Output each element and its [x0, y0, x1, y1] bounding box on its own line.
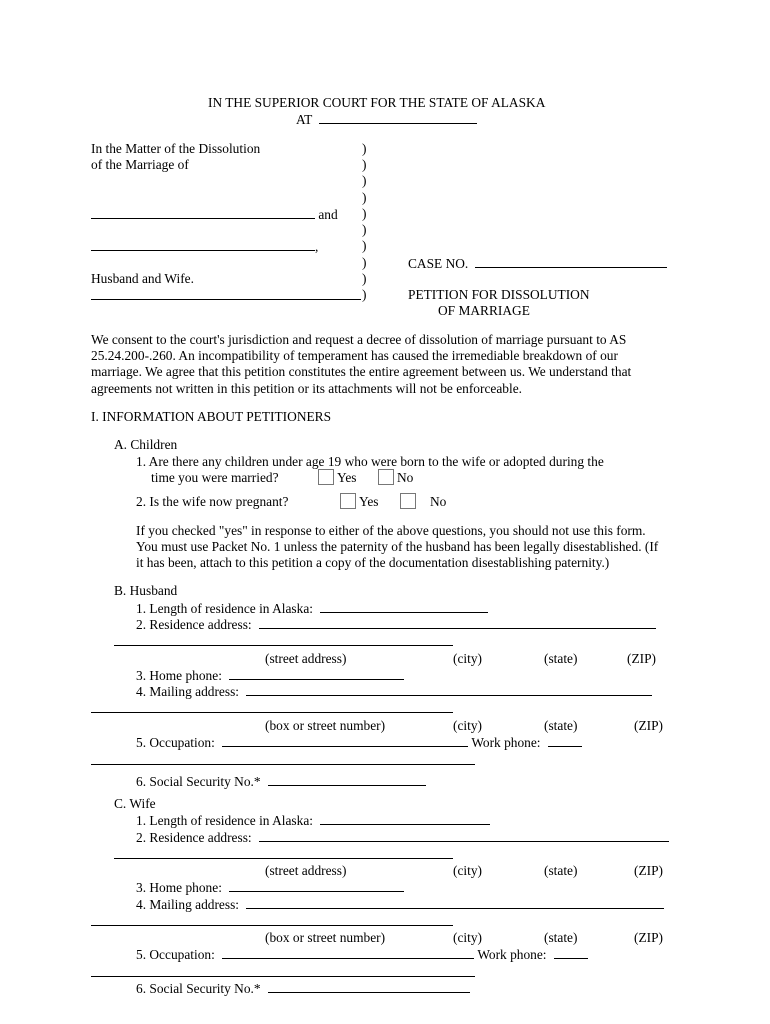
husband-home-phone-field[interactable] [229, 667, 404, 680]
paren: ) [362, 141, 367, 156]
husband-residence-length-row [136, 600, 488, 617]
husband-residence-address-row [136, 616, 656, 633]
wife-work-phone-line-2[interactable] [91, 976, 475, 977]
city-caption: (city) [453, 651, 482, 666]
wife-work-phone-label: Work phone: [477, 947, 547, 962]
zip-caption: (ZIP) [634, 718, 664, 733]
paren: ) [362, 222, 367, 237]
caption-bottom-blank[interactable] [91, 287, 361, 300]
husband-residence-address-field[interactable] [259, 616, 656, 629]
matter-line-1: In the Matter of the Dissolution [91, 141, 261, 156]
intro-line: 25.24.200-.260. An incompatibility of temperament has caused the irremediable breakdown of our [91, 348, 618, 363]
children-heading: A. Children [114, 437, 178, 452]
paren: ) [362, 255, 367, 270]
husband-occupation-label: 5. Occupation: [136, 735, 215, 750]
zip-caption: (ZIP) [634, 930, 664, 945]
husband-occupation-field[interactable] [222, 734, 468, 747]
q1-yes-checkbox[interactable] [318, 469, 334, 485]
children-note-line: If you checked "yes" in response to either of the above questions, you should not use this form. [136, 523, 646, 538]
wife-ssn-row [136, 980, 470, 997]
intro-line: marriage. We agree that this petition constitutes the entire agreement between us. We understand that [91, 364, 632, 379]
wife-heading: C. Wife [114, 796, 156, 811]
court-location [296, 111, 477, 128]
q2-yes-label: Yes [359, 494, 379, 509]
court-title: IN THE SUPERIOR COURT FOR THE STATE OF ALASKA [208, 95, 546, 110]
children-question-1: 1. Are there any children under age 19 who were born to the wife or adopted during the [136, 454, 604, 469]
paren: ) [362, 190, 367, 205]
husband-ssn-field[interactable] [268, 773, 426, 786]
zip-caption: (ZIP) [627, 651, 657, 666]
wife-residence-length-field[interactable] [320, 812, 490, 825]
q1-no-label: No [397, 470, 414, 485]
wife-mailing-address-field[interactable] [246, 896, 664, 909]
paren: ) [362, 271, 367, 286]
and-label: and [318, 207, 338, 222]
state-caption: (state) [544, 718, 578, 733]
husband-mailing-address-line-2[interactable] [91, 712, 453, 713]
q1-no-checkbox[interactable] [378, 469, 394, 485]
paren: ) [362, 287, 367, 302]
husband-heading: B. Husband [114, 583, 178, 598]
husband-ssn-label: 6. Social Security No.* [136, 774, 261, 789]
q2-yes-checkbox[interactable] [340, 493, 356, 509]
husband-residence-address-label: 2. Residence address: [136, 617, 252, 632]
state-caption: (state) [544, 863, 578, 878]
city-caption: (city) [453, 863, 482, 878]
husband-work-phone-field[interactable] [548, 734, 582, 747]
wife-name-blank[interactable] [91, 238, 315, 251]
husband-occupation-row [136, 734, 582, 751]
city-caption: (city) [453, 930, 482, 945]
husband-name-blank[interactable] [91, 206, 315, 219]
paren: ) [362, 173, 367, 188]
at-label: AT [296, 112, 313, 127]
intro-line: agreements not written in this petition or its attachments will not be enforceable. [91, 381, 522, 396]
husband-mailing-address-row [136, 683, 652, 700]
wife-residence-address-row [136, 829, 669, 846]
wife-mailing-address-line-2[interactable] [91, 925, 453, 926]
children-note-line: You must use Packet No. 1 unless the paternity of the husband has been legally disestablished. (If [136, 539, 659, 554]
husband-mailing-address-label: 4. Mailing address: [136, 684, 240, 699]
street-address-caption: (street address) [265, 863, 347, 878]
wife-work-phone-field[interactable] [554, 946, 588, 959]
case-number-label: CASE NO. [408, 256, 469, 271]
wife-residence-address-line-2[interactable] [114, 858, 453, 859]
box-or-street-caption: (box or street number) [265, 718, 386, 733]
case-number-blank[interactable] [475, 255, 667, 268]
husband-work-phone-label: Work phone: [471, 735, 541, 750]
husband-mailing-address-field[interactable] [246, 683, 652, 696]
wife-residence-address-label: 2. Residence address: [136, 830, 252, 845]
husband-name-row [91, 206, 338, 223]
wife-home-phone-row [136, 879, 404, 896]
wife-residence-length-label: 1. Length of residence in Alaska: [136, 813, 314, 828]
box-or-street-caption: (box or street number) [265, 930, 386, 945]
court-location-blank[interactable] [319, 111, 477, 124]
state-caption: (state) [544, 651, 578, 666]
wife-ssn-field[interactable] [268, 980, 470, 993]
wife-name-row [91, 238, 318, 255]
wife-residence-address-field[interactable] [259, 829, 669, 842]
state-caption: (state) [544, 930, 578, 945]
wife-occupation-field[interactable] [222, 946, 474, 959]
husband-home-phone-row [136, 667, 404, 684]
wife-home-phone-field[interactable] [229, 879, 404, 892]
paren: ) [362, 238, 367, 253]
wife-occupation-label: 5. Occupation: [136, 947, 215, 962]
petition-title-line-1: PETITION FOR DISSOLUTION [408, 287, 590, 302]
intro-line: We consent to the court's jurisdiction and request a decree of dissolution of marriage pursuant to AS [91, 332, 627, 347]
q2-no-checkbox[interactable] [400, 493, 416, 509]
wife-ssn-label: 6. Social Security No.* [136, 981, 261, 996]
husband-work-phone-line-2[interactable] [91, 764, 475, 765]
children-note-line: it has been, attach to this petition a copy of the documentation disestablishing paternity.) [136, 555, 610, 570]
section-heading: I. INFORMATION ABOUT PETITIONERS [91, 409, 332, 424]
husband-residence-address-line-2[interactable] [114, 645, 453, 646]
husband-and-wife-label: Husband and Wife. [91, 271, 194, 286]
wife-mailing-address-row [136, 896, 664, 913]
husband-residence-length-label: 1. Length of residence in Alaska: [136, 601, 314, 616]
husband-ssn-row [136, 773, 426, 790]
wife-residence-length-row [136, 812, 490, 829]
husband-home-phone-label: 3. Home phone: [136, 668, 222, 683]
comma: , [315, 239, 319, 254]
case-number-row [408, 255, 667, 272]
q2-no-label: No [430, 494, 447, 509]
children-question-2: 2. Is the wife now pregnant? [136, 494, 289, 509]
petition-title-line-2: OF MARRIAGE [438, 303, 530, 318]
signature-row [91, 287, 361, 304]
wife-home-phone-label: 3. Home phone: [136, 880, 222, 895]
paren: ) [362, 157, 367, 172]
husband-residence-length-field[interactable] [320, 600, 488, 613]
street-address-caption: (street address) [265, 651, 347, 666]
zip-caption: (ZIP) [634, 863, 664, 878]
matter-line-2: of the Marriage of [91, 157, 189, 172]
wife-occupation-row [136, 946, 588, 963]
wife-mailing-address-label: 4. Mailing address: [136, 897, 240, 912]
paren: ) [362, 206, 367, 221]
children-question-1-cont: time you were married? [151, 470, 279, 485]
city-caption: (city) [453, 718, 482, 733]
q1-yes-label: Yes [337, 470, 357, 485]
